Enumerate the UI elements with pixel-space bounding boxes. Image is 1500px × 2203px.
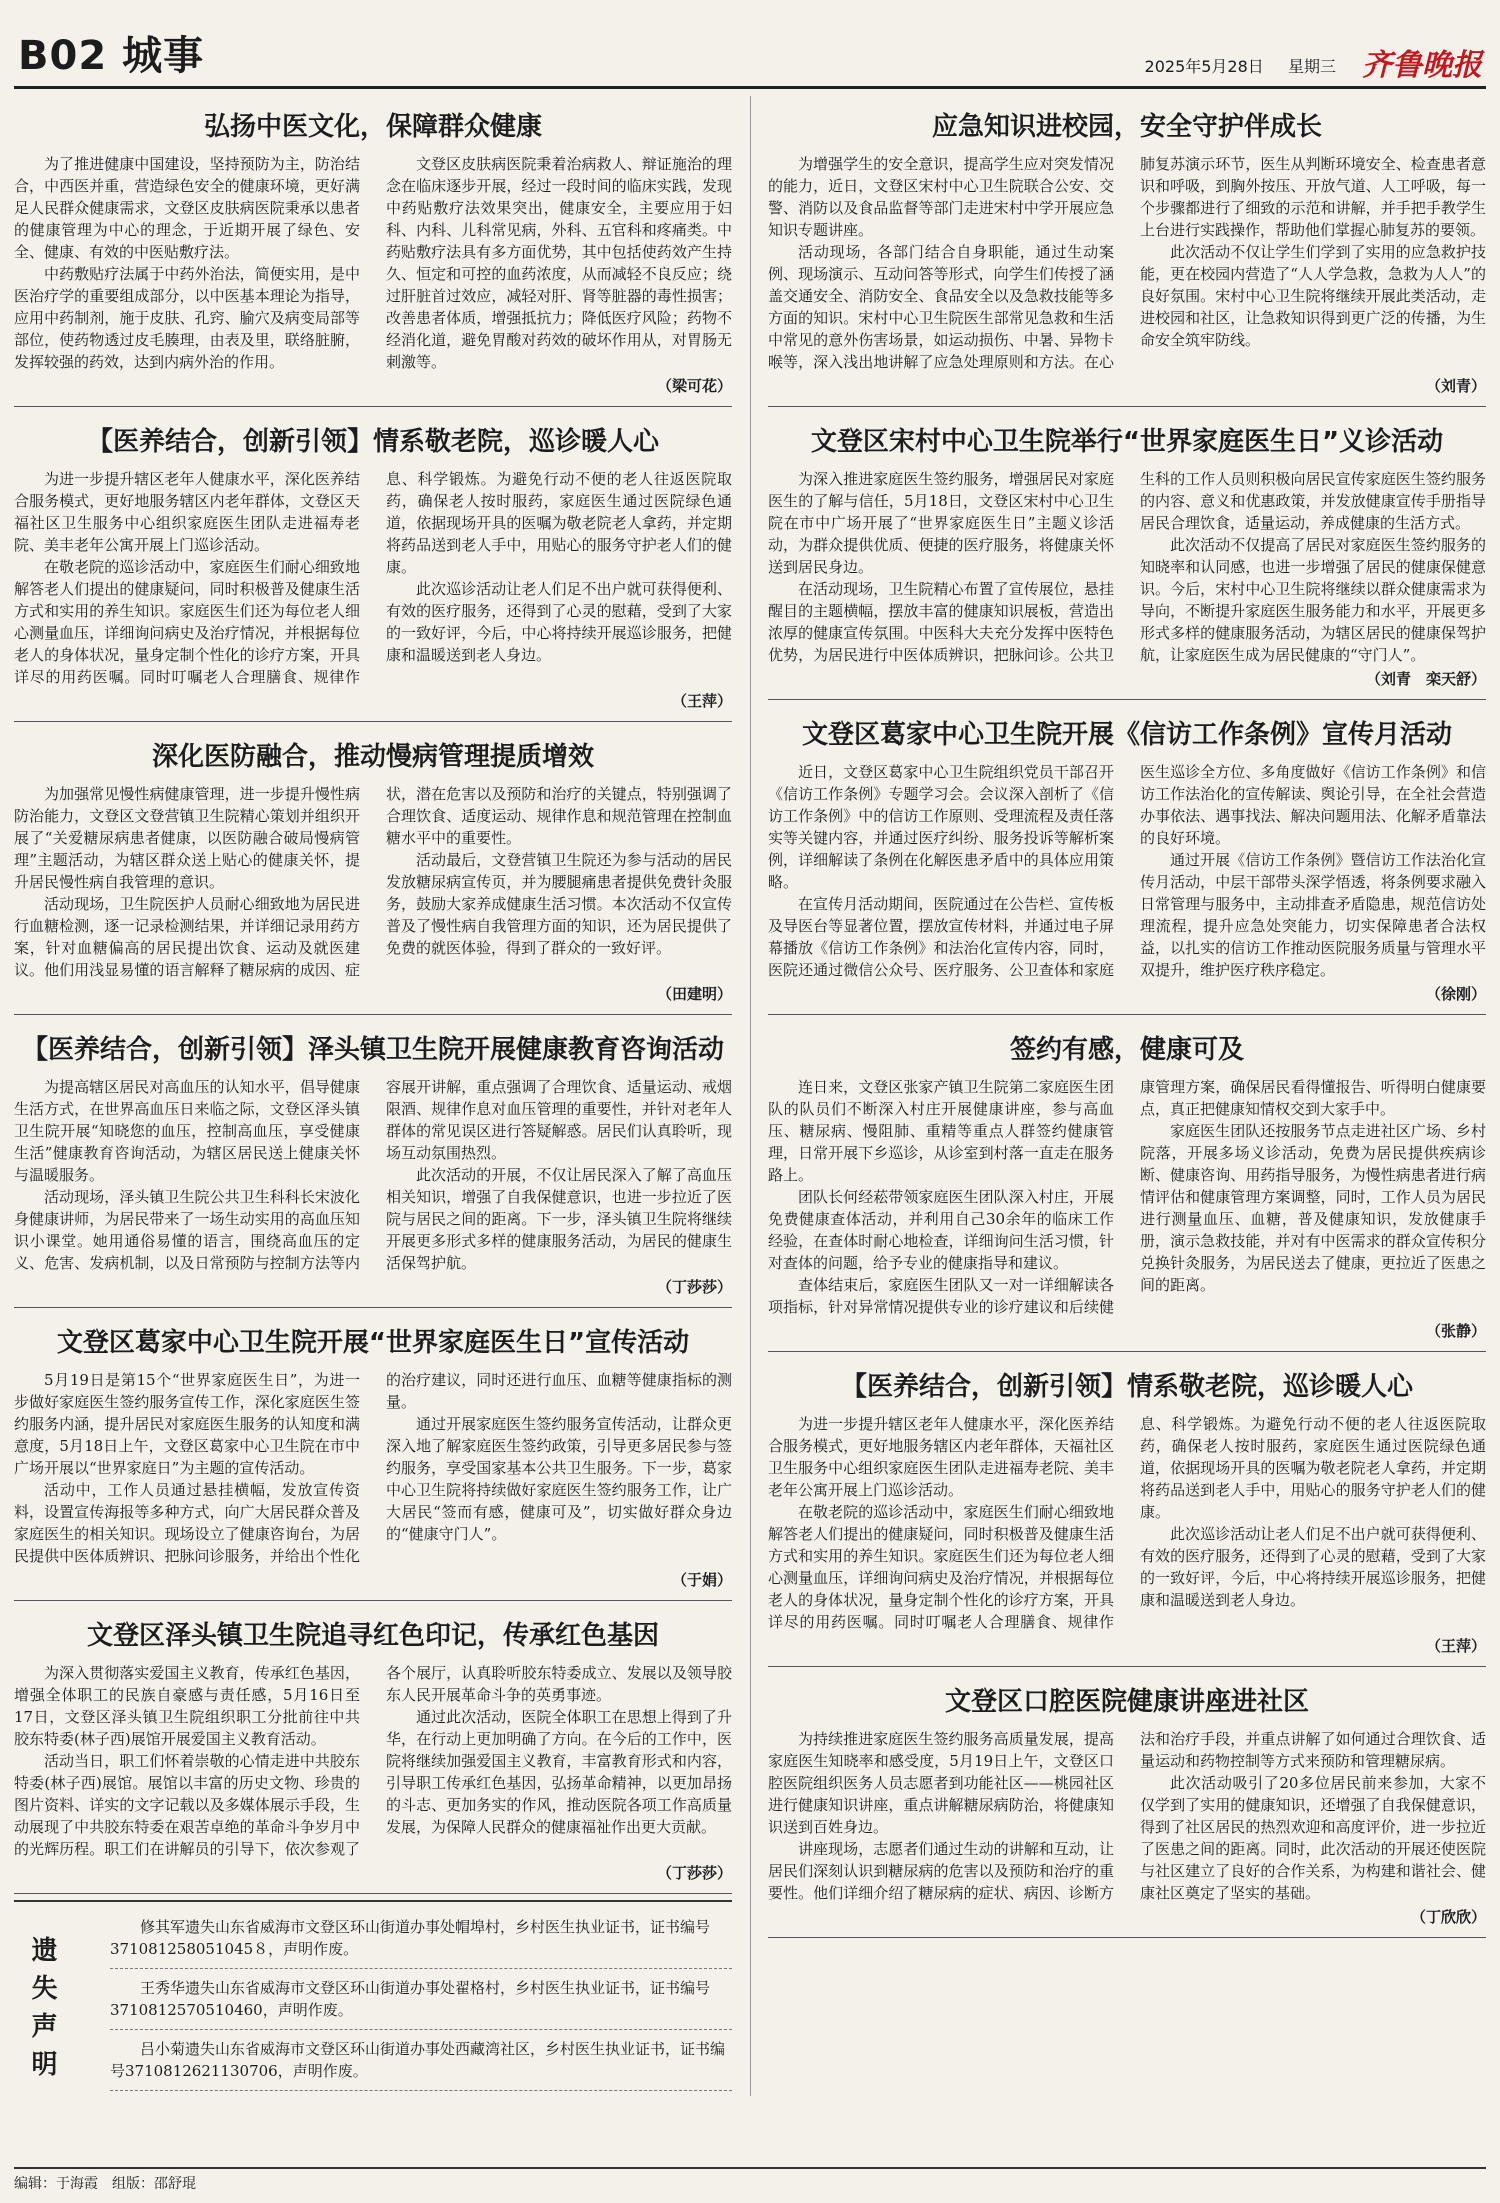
page-footer <box>14 2167 1486 2193</box>
article-body <box>768 761 1486 981</box>
news-article <box>768 704 1486 1015</box>
article-byline: （刘青 栾天舒） <box>1365 670 1486 688</box>
article-paragraph: 活动当日，职工们怀着崇敬的心情走进中共胶东特委(林子西)展馆。展馆以丰富的历史文物、珍贵的图片资料、详实的文字记载以及多媒体展示手段，生动展现了中共胶东特委在艰苦卓绝的革命斗争岁月中的光辉历程。职工们在讲解员的引导下，依次参观了各个展厅，认真聆听胶东特委成立、发展以及领导胶东人民开展革命斗争的英勇事迹。 <box>14 1664 732 1858</box>
article-headline: 弘扬中医文化，保障群众健康 <box>203 112 542 142</box>
article-headline: 应急知识进校园，安全守护伴成长 <box>931 112 1322 142</box>
article-headline: 文登区口腔医院健康讲座进社区 <box>944 1687 1309 1717</box>
article-body <box>14 468 732 688</box>
article-paragraph: 为持续推进家庭医生签约服务高质量发展，提高家庭医生知晓率和感受度，5月19日上午，文登区口腔医院组织医务人员志愿者到功能社区——桃园社区进行健康知识讲座，重点讲解糖尿病防治，将健康知识送到百姓身边。 <box>768 1730 1114 1836</box>
article-byline: （刘青） <box>1425 377 1486 395</box>
article-paragraph: 此次活动的开展，不仅让居民深入了解了高血压相关知识，增强了自我保健意识，也进一步拉近了医院与居民之间的距离。下一步，泽头镇卫生院将继续开展更多形式多样的健康服务活动，为居民的健康生活保驾护航。 <box>386 1166 732 1272</box>
article-paragraph: 此次巡诊活动让老人们足不出户就可获得便利、有效的医疗服务，还得到了心灵的慰藉，受到了大家的一致好评，今后，中心将持续开展巡诊服务，把健康和温暖送到老人身边。 <box>386 580 732 664</box>
article-paragraph: 此次活动不仅让学生们学到了实用的应急救护技能，更在校园内营造了“人人学急救，急救为人人”的良好氛围。宋村中心卫生院将继续开展此类活动，走进校园和社区，让急救知识得到更广泛的传播，为生命安全筑牢防线。 <box>1140 243 1486 349</box>
article-body <box>14 1369 732 1567</box>
article-byline: （徐刚） <box>1425 985 1486 1003</box>
news-article <box>768 1019 1486 1352</box>
article-headline: 文登区宋村中心卫生院举行“世界家庭医生日”义诊活动 <box>810 427 1444 457</box>
article-paragraph: 在敬老院的巡诊活动中，家庭医生们耐心细致地解答老人们提出的健康疑问，同时积极普及健康生活方式和实用的养生知识。家庭医生们还为每位老人细心测量血压，详细询问病史及治疗情况，并根据每位老人的身体状况，量身定制个性化的诊疗方案，开具详尽的用药医嘱。同时叮嘱老人合理膳食、规律作息、科学锻炼。为避免行动不便的老人往返医院取药，确保老人按时服药，家庭医生通过医院绿色通道，依据现场开具的医嘱为敬老院老人拿药，并定期将药品送到老人手中，用贴心的服务守护老人们的健康。 <box>768 1415 1486 1631</box>
weekday-text: 星期三 <box>1287 57 1336 76</box>
article-byline: （丁莎莎） <box>656 1278 732 1296</box>
article-paragraph: 活动最后，文登营镇卫生院还为参与活动的居民发放糖尿病宣传页，并为腰腿痛患者提供免费针灸服务，鼓励大家养成健康生活习惯。本次活动不仅宣传普及了慢性病自我管理方面的知识，还为居民提供了免费的就医体验，得到了群众的一致好评。 <box>386 851 732 957</box>
article-paragraph: 近日，文登区葛家中心卫生院组织党员干部召开《信访工作条例》专题学习会。会议深入剖析了《信访工作条例》中的信访工作原则、受理流程及责任落实等关键内容，并通过医疗纠纷、服务投诉等解析案例，详细解读了条例在化解医患矛盾中的具体应用策略。 <box>768 763 1114 891</box>
article-body <box>768 1728 1486 1904</box>
article-paragraph: 通过开展家庭医生签约服务宣传活动，让群众更深入地了解家庭医生签约政策，引导更多居民参与签约服务，享受国家基本公共卫生服务。下一步，葛家中心卫生院将持续做好家庭医生签约服务工作，让广大居民“签而有感，健康可及”，切实做好群众身边的“健康守门人”。 <box>386 1415 732 1543</box>
news-article <box>14 1019 732 1308</box>
article-paragraph: 通过开展《信访工作条例》暨信访工作法治化宣传月活动，中层干部带头深学悟透，将条例要求融入日常管理与服务中，主动排查矛盾隐患，规范信访处理流程，提升应急处突能力，切实保障患者合法权益，以扎实的信访工作推动医院服务质量与管理水平双提升，维护医疗秩序稳定。 <box>1140 851 1486 979</box>
notice-item: 修其军遗失山东省威海市文登区环山街道办事处帽埠村，乡村医生执业证书，证书编号371081258051045８，声明作废。 <box>110 1908 732 1969</box>
article-headline: 【医养结合，创新引领】情系敬老院，巡诊暖人心 <box>86 427 659 457</box>
article-body <box>768 153 1486 373</box>
article-byline: （于娟） <box>671 1571 732 1589</box>
article-byline: （丁欣欣） <box>1410 1908 1486 1926</box>
article-byline: （张静） <box>1425 1322 1486 1340</box>
article-paragraph: 通过此次活动，医院全体职工在思想上得到了升华，在行动上更加明确了方向。在今后的工作中，医院将继续加强爱国主义教育，丰富教育形式和内容，引导职工传承红色基因，弘扬革命精神，以更加昂扬的斗志、更加务实的作风，推动医院各项工作高质量发展，为保障人民群众的健康福祉作出更大贡献。 <box>386 1708 732 1836</box>
article-byline: （王萍） <box>1425 1637 1486 1655</box>
article-byline: （王萍） <box>671 692 732 710</box>
article-headline: 【医养结合，创新引领】泽头镇卫生院开展健康教育咨询活动 <box>21 1035 724 1065</box>
article-paragraph: 家庭医生团队还按服务节点走进社区广场、乡村院落，开展多场义诊活动，免费为居民提供疾病诊断、健康咨询、用药指导服务，为慢性病患者进行病情评估和健康管理方案调整，同时，工作人员为居民进行测量血压、血糖，普及健康知识，发放健康手册，演示急救技能，并对有中医需求的群众宣传积分兑换针灸服务，为居民送去了健康，更拉近了医患之间的距离。 <box>1140 1122 1486 1294</box>
article-body <box>14 153 732 373</box>
article-paragraph: 中药敷贴疗法属于中药外治法，简便实用，是中医治疗学的重要组成部分，以中医基本理论为指导，应用中药制剂，施于皮肤、孔窍、腧穴及病变局部等部位，使药物透过皮毛腠理，由表及里，联络脏腑，发挥较强的药效，达到内病外治的作用。 <box>14 265 360 371</box>
lost-notice-section <box>14 1900 732 2091</box>
left-column <box>14 96 732 2091</box>
notice-item: 王秀华遗失山东省威海市文登区环山街道办事处翟格村，乡村医生执业证书，证书编号3710812570510460，声明作废。 <box>110 1969 732 2030</box>
article-headline: 【医养结合，创新引领】情系敬老院，巡诊暖人心 <box>840 1372 1413 1402</box>
article-paragraph: 活动中，工作人员通过悬挂横幅，发放宣传资料，设置宣传海报等多种方式，向广大居民群众普及家庭医生的相关知识。现场设立了健康咨询台，为居民提供中医体质辨识、把脉问诊服务，并给出个性化的治疗建议，同时还进行血压、血糖等健康指标的测量。 <box>14 1371 732 1565</box>
news-article <box>768 1356 1486 1667</box>
article-paragraph: 团队长何经菘带领家庭医生团队深入村庄，开展免费健康查体活动，并利用自己30余年的临床工作经验，在查体时耐心地检查，详细询问生活习惯，针对查体的问题，给予专业的健康指导和建议。 <box>768 1188 1114 1272</box>
article-paragraph: 为进一步提升辖区老年人健康水平，深化医养结合服务模式，更好地服务辖区内老年群体，文登区天福社区卫生服务中心组织家庭医生团队走进福寿老院、美丰老年公寓开展上门巡诊活动。 <box>14 470 360 554</box>
article-paragraph: 此次活动不仅提高了居民对家庭医生签约服务的知晓率和认同感，也进一步增强了居民的健康保健意识。今后，宋村中心卫生院将继续以群众健康需求为导向，不断提升家庭医生服务能力和水平，开展更多形式多样的健康服务活动，为辖区居民的健康保驾护航，让家庭医生成为居民健康的“守门人”。 <box>1140 536 1486 664</box>
article-paragraph: 为提高辖区居民对高血压的认知水平，倡导健康生活方式，在世界高血压日来临之际，文登区泽头镇卫生院开展“知晓您的血压，控制高血压，享受健康生活”健康教育咨询活动，为辖区居民送上健康关怀与温暖服务。 <box>14 1078 360 1184</box>
article-paragraph: 查体结束后，家庭医生团队又一对一详细解读各项指标，针对异常情况提供专业的诊疗建议和后续健康管理方案，确保居民看得懂报告、听得明白健康要点，真正把健康知情权交到大家手中。 <box>768 1078 1486 1316</box>
article-paragraph: 5月19日是第15个“世界家庭医生日”，为进一步做好家庭医生签约服务宣传工作，深化家庭医生签约服务内涵，提升居民对家庭医生服务的认知度和满意度，5月18日上午，文登区葛家中心卫生院在市中广场开展以“世界家庭日”为主题的宣传活动。 <box>14 1371 360 1477</box>
date-text: 2025年5月28日 <box>1144 57 1264 76</box>
article-body <box>14 1076 732 1274</box>
news-article <box>14 411 732 722</box>
article-paragraph: 此次活动吸引了20多位居民前来参加，大家不仅学到了实用的健康知识，还增强了自我保健意识，得到了社区居民的热烈欢迎和高度评价，进一步拉近了医患之间的距离。同时，此次活动的开展还使医院与社区建立了良好的合作关系，为构建和谐社会、健康社区奠定了坚实的基础。 <box>1140 1774 1486 1902</box>
article-body <box>14 783 732 981</box>
article-paragraph: 为增强学生的安全意识，提高学生应对突发情况的能力，近日，文登区宋村中心卫生院联合公安、交警、消防以及食品监督等部门走进宋村中学开展应急知识专题讲座。 <box>768 155 1114 239</box>
newspaper-page <box>14 10 1486 2193</box>
news-article <box>14 726 732 1015</box>
article-paragraph: 在活动现场，卫生院精心布置了宣传展位，悬挂醒目的主题横幅，摆放丰富的健康知识展板，营造出浓厚的健康宣传氛围。中医科大夫充分发挥中医特色优势，为居民进行中医体质辨识，把脉问诊。公共卫生科的工作人员则积极向居民宣传家庭医生签约服务的内容、意义和优惠政策，并发放健康宣传手册指导居民合理饮食，适量运动，养成健康的生活方式。 <box>768 470 1486 664</box>
article-headline: 文登区葛家中心卫生院开展《信访工作条例》宣传月活动 <box>801 720 1452 750</box>
notice-label: 遗失声明 <box>27 1936 57 2088</box>
article-paragraph: 在宣传月活动期间，医院通过在公告栏、宣传板及导医台等显著位置，摆放宣传材料，并通过电子屏幕播放《信访工作条例》和法治化宣传内容，同时，医院还通过微信公众号、医疗服务、公卫查体和家庭医生巡诊全方位、多角度做好《信访工作条例》和信访工作法治化的宣传解读、舆论引导，在全社会营造办事依法、遇事找法、解决问题用法、化解矛盾靠法的良好环境。 <box>768 763 1486 979</box>
news-article <box>768 1671 1486 1938</box>
notice-item: 吕小菊遗失山东省威海市文登区环山街道办事处西藏湾社区，乡村医生执业证书，证书编号3710812621130706，声明作废。 <box>110 2030 732 2091</box>
article-byline: （田建明） <box>656 985 732 1003</box>
brand-logo: 齐鲁晚报 <box>1362 48 1482 83</box>
article-headline: 文登区葛家中心卫生院开展“世界家庭医生日”宣传活动 <box>56 1328 690 1358</box>
article-paragraph: 为进一步提升辖区老年人健康水平，深化医养结合服务模式，更好地服务辖区内老年群体，天福社区卫生服务中心组织家庭医生团队走进福寿老院、美丰老年公寓开展上门巡诊活动。 <box>768 1415 1114 1499</box>
column-divider <box>750 96 751 2096</box>
article-paragraph: 文登区皮肤病医院秉着治病救人、辩证施治的理念在临床逐步开展，经过一段时间的临床实践，发现中药贴敷疗法效果突出，健康安全，主要应用于妇科、内科、儿科常见病，外科、五官科和疼痛类。中药贴敷疗法具有多方面优势，其中包括使药效产生持久、恒定和可控的血药浓度，从而减轻不良反应；绕过肝脏首过效应，减轻对肝、肾等脏器的毒性损害；改善患者体质，增强抵抗力；降低医疗风险；药物不经消化道，避免胃酸对药效的破坏作用从，对胃肠无刺激等。 <box>386 155 732 371</box>
article-paragraph: 讲座现场，志愿者们通过生动的讲解和互动，让居民们深刻认识到糖尿病的危害以及预防和治疗的重要性。他们详细介绍了糖尿病的症状、病因、诊断方法和治疗手段，并重点讲解了如何通过合理饮食、适量运动和药物控制等方式来预防和管理糖尿病。 <box>768 1730 1486 1902</box>
news-article <box>14 1605 732 1894</box>
notice-list <box>110 1908 732 2091</box>
news-article <box>768 411 1486 700</box>
section-title: B02 城事 <box>18 33 205 79</box>
article-paragraph: 为深入推进家庭医生签约服务，增强居民对家庭医生的了解与信任，5月18日，文登区宋村中心卫生院在市中广场开展了“世界家庭医生日”主题义诊活动，为群众提供优质、便捷的医疗服务，将健康关怀送到居民身边。 <box>768 470 1114 576</box>
news-article <box>768 96 1486 407</box>
issue-date <box>1145 54 1336 77</box>
right-column <box>768 96 1486 1942</box>
article-headline: 签约有感，健康可及 <box>1009 1035 1244 1065</box>
article-body <box>14 1662 732 1860</box>
editor-credit: 编辑：于海霞 组版：邵舒琨 <box>14 2176 196 2192</box>
article-paragraph: 在敬老院的巡诊活动中，家庭医生们耐心细致地解答老人们提出的健康疑问，同时积极普及健康生活方式和实用的养生知识。家庭医生们还为每位老人细心测量血压，详细询问病史及治疗情况，并根据每位老人的身体状况，量身定制个性化的诊疗方案，开具详尽的用药医嘱。同时叮嘱老人合理膳食、规律作息、科学锻炼。为避免行动不便的老人往返医院取药，确保老人按时服药，家庭医生通过医院绿色通道，依据现场开具的医嘱为敬老院老人拿药，并定期将药品送到老人手中，用贴心的服务守护老人们的健康。 <box>14 470 732 686</box>
masthead <box>14 10 1486 89</box>
article-paragraph: 活动现场，卫生院医护人员耐心细致地为居民进行血糖检测，逐一记录检测结果，并详细记录用药方案，针对血糖偏高的居民提出饮食、运动及就医建议。他们用浅显易懂的语言解释了糖尿病的成因、症状，潜在危害以及预防和治疗的关键点，特别强调了合理饮食、适度运动、规律作息和规范管理在控制血糖水平中的重要性。 <box>14 785 732 979</box>
article-headline: 深化医防融合，推动慢病管理提质增效 <box>151 742 594 772</box>
article-paragraph: 为加强常见慢性病健康管理，进一步提升慢性病防治能力，文登区文登营镇卫生院精心策划并组织开展了“关爱糖尿病患者健康，以医防融合破局慢病管理”主题活动，为辖区群众送上贴心的健康关怀，提升居民慢性病自我管理的意识。 <box>14 785 360 891</box>
article-byline: （梁可花） <box>656 377 732 395</box>
news-article <box>14 96 732 407</box>
article-byline: （丁莎莎） <box>656 1864 732 1882</box>
article-paragraph: 为了推进健康中国建设，坚持预防为主，防治结合，中西医并重，营造绿色安全的健康环境，更好满足人民群众健康需求，文登区皮肤病医院秉承以患者的健康管理为中心的理念，于近期开展了绿色、安全、健康、有效的中医贴敷疗法。 <box>14 155 360 261</box>
article-body <box>768 1076 1486 1318</box>
news-article <box>14 1312 732 1601</box>
article-paragraph: 活动现场，各部门结合自身职能，通过生动案例、现场演示、互动问答等形式，向学生们传授了涵盖交通安全、消防安全、食品安全以及急救技能等多方面的知识。宋村中心卫生院医生部常见急救和生活中常见的意外伤害场景，如运动损伤、中暑、异物卡喉等，深入浅出地讲解了应急处理原则和方法。在心肺复苏演示环节，医生从判断环境安全、检查患者意识和呼吸，到胸外按压、开放气道、人工呼吸，每一个步骤都进行了细致的示范和讲解，并手把手教学生上台进行实践操作，帮助他们掌握心肺复苏的要领。 <box>768 155 1486 371</box>
article-paragraph: 活动现场，泽头镇卫生院公共卫生科科长宋波化身健康讲师，为居民带来了一场生动实用的高血压知识小课堂。她用通俗易懂的语言，围绕高血压的定义、危害、发病机制，以及日常预防与控制方法等内容展开讲解，重点强调了合理饮食、适量运动、戒烟限酒、规律作息对血压管理的重要性，并针对老年人群体的常见误区进行答疑解惑。居民们认真聆听，现场互动氛围热烈。 <box>14 1078 732 1272</box>
article-body <box>768 468 1486 666</box>
article-body <box>768 1413 1486 1633</box>
article-paragraph: 为深入贯彻落实爱国主义教育，传承红色基因，增强全体职工的民族自豪感与责任感，5月16日至17日，文登区泽头镇卫生院组织职工分批前往中共胶东特委(林子西)展馆开展爱国主义教育活动。 <box>14 1664 360 1748</box>
article-headline: 文登区泽头镇卫生院追寻红色印记，传承红色基因 <box>86 1621 659 1651</box>
article-paragraph: 此次巡诊活动让老人们足不出户就可获得便利、有效的医疗服务，还得到了心灵的慰藉，受到了大家的一致好评，今后，中心将持续开展巡诊服务，把健康和温暖送到老人身边。 <box>1140 1525 1486 1609</box>
article-paragraph: 连日来，文登区张家产镇卫生院第二家庭医生团队的队员们不断深入村庄开展健康讲座，参与高血压、糖尿病、慢阻肺、重精等重点人群签约健康管理，日常开展下乡巡诊，从诊室到村落一直走在服务路上。 <box>768 1078 1114 1184</box>
